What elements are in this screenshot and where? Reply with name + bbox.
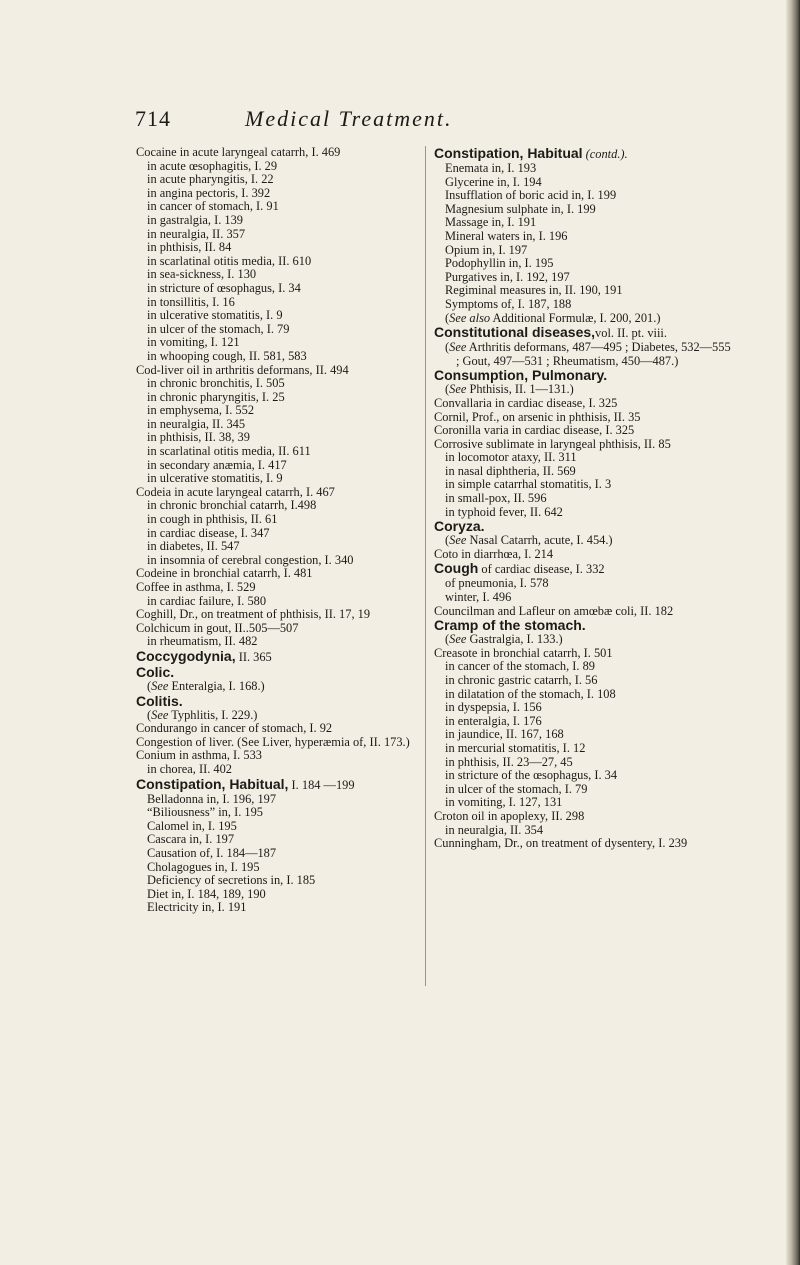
index-subentry: in chronic bronchitis, I. 505: [147, 376, 285, 391]
index-subentry: in nasal diphtheria, II. 569: [445, 463, 576, 478]
index-entry: Coffee in asthma, I. 529: [136, 580, 256, 594]
index-heading-ref: II. 365: [235, 649, 272, 664]
index-subentry: in vomiting, I. 121: [147, 335, 240, 350]
see-label: See: [449, 533, 467, 548]
index-entry: Cocaine in acute laryngeal catarrh, I. 469: [136, 145, 341, 159]
index-subentry: Massage in, I. 191: [445, 215, 537, 230]
index-subentry: Opium in, I. 197: [445, 242, 528, 257]
index-subentry: in stricture of the œsophagus, I. 34: [445, 768, 618, 783]
index-subentry: in cardiac failure, I. 580: [147, 593, 267, 608]
index-cross-reference: (See Gastralgia, I. 133.): [445, 632, 563, 647]
index-entry: Coghill, Dr., on treatment of phthisis, II. 17, 19: [136, 607, 371, 622]
index-heading: [434, 561, 734, 577]
index-heading-term: Consumption, Pulmonary.: [434, 367, 608, 384]
index-subentry: Diet in, I. 184, 189, 190: [147, 886, 266, 901]
index-heading: [434, 325, 734, 341]
index-subentry: Insufflation of boric acid in, I. 199: [445, 188, 617, 203]
index-cross-reference: (See Typhlitis, I. 229.): [147, 707, 258, 722]
index-subentry: in stricture of œsophagus, I. 34: [147, 280, 301, 295]
index-subentry: Podophyllin in, I. 195: [445, 256, 554, 271]
index-heading-contd: (contd.).: [582, 147, 628, 161]
index-subentry: in phthisis, II. 38, 39: [147, 430, 250, 445]
index-entry: Coto in diarrhœa, I. 214: [434, 546, 554, 561]
index-cross-reference: (See Enteralgia, I. 168.): [147, 678, 265, 693]
index-entry: Coronilla varia in cardiac disease, I. 325: [434, 423, 635, 438]
see-label: See: [151, 678, 169, 693]
index-subentry: Cholagogues in, I. 195: [147, 859, 260, 874]
index-heading: [434, 618, 734, 633]
index-subentry: in mercurial stomatitis, I. 12: [445, 740, 586, 755]
index-heading-ref: vol. II. pt. viii.: [595, 326, 667, 341]
index-entry: Cunningham, Dr., on treatment of dysentery, I. 239: [434, 836, 688, 851]
page-header: [135, 104, 735, 134]
index-subentry: Cascara in, I. 197: [147, 832, 235, 847]
index-subentry: in simple catarrhal stomatitis, I. 3: [445, 477, 612, 492]
index-heading: [136, 777, 421, 793]
see-label: See also: [449, 310, 491, 325]
index-subentry: in locomotor ataxy, II. 311: [445, 450, 577, 465]
index-subentry: Regiminal measures in, II. 190, 191: [445, 283, 623, 298]
index-subentry: Causation of, I. 184—187: [147, 845, 277, 860]
index-heading: [434, 368, 734, 383]
index-subentry: Glycerine in, I. 194: [445, 174, 542, 189]
cross-reference-text: Typhlitis, I. 229.): [168, 707, 258, 722]
index-heading: [434, 519, 734, 534]
index-cross-reference: (See Phthisis, II. 1—131.): [445, 382, 574, 397]
cross-reference-text: Arthritis deformans, 487—495 ; Diabetes, 532—555 ; Gout, 497—531 ; Rheumatism, 450—487.): [456, 340, 731, 368]
index-column-left: [136, 146, 421, 915]
index-subentry: in sea-sickness, I. 130: [147, 267, 257, 282]
index-entry: Codeia in acute laryngeal catarrh, I. 467: [136, 484, 335, 499]
index-subentry: in angina pectoris, I. 392: [147, 185, 271, 200]
index-subentry: “Biliousness” in, I. 195: [147, 805, 263, 820]
index-subentry: in secondary anæmia, I. 417: [147, 457, 287, 472]
index-heading-term: Colic.: [136, 663, 175, 680]
index-heading-term: Cramp of the stomach.: [434, 617, 586, 634]
index-subentry: in rheumatism, II. 482: [147, 634, 258, 649]
index-heading-term: Constipation, Habitual: [434, 145, 583, 161]
index-column-right: [434, 146, 734, 851]
index-subentry: of pneumonia, I. 578: [445, 576, 549, 591]
index-entry: Condurango in cancer of stomach, I. 92: [136, 721, 333, 736]
cross-reference-text: Enteralgia, I. 168.): [168, 678, 265, 693]
index-subentry: in scarlatinal otitis media, II. 611: [147, 444, 311, 459]
index-heading: [136, 694, 421, 709]
index-entry: Cod-liver oil in arthritis deformans, II. 494: [136, 362, 349, 377]
index-heading: [136, 649, 421, 665]
see-label: See: [449, 382, 467, 397]
index-subentry: in vomiting, I. 127, 131: [445, 795, 563, 810]
running-title: Medical Treatment.: [245, 106, 453, 131]
index-entry: Conium in asthma, I. 533: [136, 748, 262, 763]
index-subentry: in ulcerative stomatitis, I. 9: [147, 308, 283, 323]
index-subentry: in cancer of stomach, I. 91: [147, 199, 279, 214]
cross-reference-text: Nasal Catarrh, acute, I. 454.): [466, 533, 613, 548]
see-label: See: [449, 340, 467, 355]
index-subentry: in enteralgia, I. 176: [445, 713, 542, 728]
index-subentry: in ulcer of the stomach, I. 79: [445, 781, 588, 796]
cross-reference-text: Gastralgia, I. 133.): [466, 632, 563, 647]
index-subentry: in acute œsophagitis, I. 29: [147, 158, 278, 173]
index-subentry: in chronic pharyngitis, I. 25: [147, 389, 285, 404]
index-subentry: in dyspepsia, I. 156: [445, 700, 542, 715]
index-subentry: in phthisis, II. 23—27, 45: [445, 754, 573, 769]
index-subentry: Purgatives in, I. 192, 197: [445, 269, 570, 284]
index-subentry: in cardiac disease, I. 347: [147, 525, 270, 540]
index-subentry: in chronic gastric catarrh, I. 56: [445, 673, 598, 687]
index-subentry: in gastralgia, I. 139: [147, 212, 244, 227]
index-entry: Corrosive sublimate in laryngeal phthisis, II. 85: [434, 436, 671, 451]
index-heading-term: Constipation, Habitual,: [136, 775, 289, 792]
page-edge-shadow: [786, 0, 800, 1265]
index-entry: Creasote in bronchial catarrh, I. 501: [434, 645, 613, 660]
index-subentry: in whooping cough, II. 581, 583: [147, 348, 307, 363]
index-subentry: in insomnia of cerebral congestion, I. 340: [147, 552, 354, 567]
index-subentry: in neuralgia, II. 357: [147, 226, 246, 241]
index-heading: [136, 665, 421, 680]
index-subentry: winter, I. 496: [445, 590, 512, 605]
index-subentry: Symptoms of, I. 187, 188: [445, 296, 572, 311]
index-entry: Congestion of liver. (See Liver, hyperæmia of, II. 173.): [136, 734, 410, 749]
index-subentry: Belladonna in, I. 196, 197: [147, 791, 277, 806]
index-entry: Colchicum in gout, II..505—507: [136, 620, 299, 635]
index-subentry: in cough in phthisis, II. 61: [147, 512, 278, 527]
see-label: See: [151, 707, 169, 722]
index-cross-reference: (See Nasal Catarrh, acute, I. 454.): [445, 533, 613, 548]
index-entry: Croton oil in apoplexy, II. 298: [434, 808, 585, 823]
index-subentry: Calomel in, I. 195: [147, 818, 237, 833]
index-heading-term: Coryza.: [434, 518, 485, 535]
index-subentry: Magnesium sulphate in, I. 199: [445, 201, 596, 216]
index-cross-reference: (See also Additional Formulæ, I. 200, 201.): [445, 310, 661, 325]
index-heading-term: Colitis.: [136, 692, 183, 709]
index-heading-term: Constitutional diseases,: [434, 324, 596, 341]
index-subentry: in tonsillitis, I. 16: [147, 294, 235, 309]
column-divider: [425, 146, 426, 986]
index-subentry: in chorea, II. 402: [147, 761, 232, 776]
index-cross-reference: (See Arthritis deformans, 487—495 ; Diabetes, 532—555 ; Gout, 497—531 ; Rheumatism, 450—487.): [445, 340, 731, 368]
index-subentry: in typhoid fever, II. 642: [445, 504, 563, 519]
index-subentry: in phthisis, II. 84: [147, 240, 232, 255]
index-heading-term: Coccygodynia,: [136, 647, 236, 664]
index-subentry: in small-pox, II. 596: [445, 491, 547, 506]
cross-reference-text: Additional Formulæ, I. 200, 201.): [490, 310, 661, 325]
index-heading-term: Cough: [434, 560, 479, 577]
index-subentry: in acute pharyngitis, I. 22: [147, 172, 274, 187]
index-entry: Cornil, Prof., on arsenic in phthisis, II. 35: [434, 409, 641, 424]
index-subentry: in neuralgia, II. 345: [147, 416, 246, 431]
index-subentry: Deficiency of secretions in, I. 185: [147, 873, 316, 888]
page-number: 714: [135, 106, 171, 131]
cross-reference-text: Phthisis, II. 1—131.): [466, 382, 574, 397]
index-entry: Codeine in bronchial catarrh, I. 481: [136, 566, 313, 581]
see-label: See: [449, 632, 467, 647]
index-subentry: in scarlatinal otitis media, II. 610: [147, 253, 312, 268]
index-heading: [434, 146, 734, 162]
index-subentry: in chronic bronchial catarrh, I.498: [147, 498, 317, 513]
index-entry: Convallaria in cardiac disease, I. 325: [434, 395, 618, 410]
index-subentry: in diabetes, II. 547: [147, 539, 240, 554]
index-heading-ref: of cardiac disease, I. 332: [478, 562, 605, 577]
index-subentry: Enemata in, I. 193: [445, 161, 537, 175]
index-subentry: in emphysema, I. 552: [147, 403, 255, 418]
index-subentry: in cancer of the stomach, I. 89: [445, 659, 596, 674]
index-subentry: in ulcer of the stomach, I. 79: [147, 321, 290, 336]
index-heading-ref: I. 184 —199: [288, 777, 355, 792]
index-subentry: in neuralgia, II. 354: [445, 822, 544, 837]
index-subentry: Electricity in, I. 191: [147, 900, 247, 915]
index-subentry: Mineral waters in, I. 196: [445, 228, 568, 243]
index-subentry: in ulcerative stomatitis, I. 9: [147, 471, 283, 486]
index-entry: Councilman and Lafleur on amœbæ coli, II. 182: [434, 603, 674, 618]
index-subentry: in dilatation of the stomach, I. 108: [445, 686, 616, 701]
index-subentry: in jaundice, II. 167, 168: [445, 727, 564, 742]
